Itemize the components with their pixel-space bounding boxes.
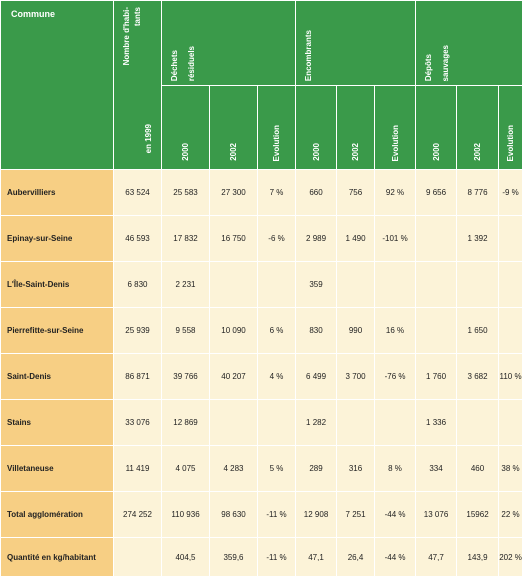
depots-evolution-cell: 202 %	[499, 538, 522, 577]
depots-evolution-cell: 110 %	[499, 354, 522, 400]
population-header-line2: tants	[133, 7, 142, 27]
dechets-2002-cell	[210, 400, 258, 446]
dechets-group-header	[162, 1, 296, 86]
population-1999-cell: 46 593	[114, 216, 162, 262]
dechets-evolution-cell: -11 %	[258, 538, 296, 577]
depots-2002-cell: 8 776	[457, 170, 499, 216]
depots-2002-cell: 1 392	[457, 216, 499, 262]
population-1999-cell: 63 524	[114, 170, 162, 216]
table-row	[1, 170, 522, 216]
depots-evolution-cell	[499, 308, 522, 354]
dechets-evolution-cell	[258, 400, 296, 446]
encombrants-2000-cell: 660	[296, 170, 337, 216]
dechets-2002-cell	[210, 262, 258, 308]
table-row	[1, 308, 522, 354]
dechets-evolution-cell: -6 %	[258, 216, 296, 262]
depots-group-header	[416, 1, 522, 86]
dechets-2000-cell: 4 075	[162, 446, 210, 492]
encombrants-2002-cell: 26,4	[337, 538, 375, 577]
dechets-evolution-header: Evolution	[258, 86, 296, 170]
encombrants-evolution-cell: -44 %	[375, 538, 416, 577]
dechets-evolution-cell: -11 %	[258, 492, 296, 538]
dechets-2002-cell: 40 207	[210, 354, 258, 400]
dechets-evolution-cell: 5 %	[258, 446, 296, 492]
dechets-2000-cell: 2 231	[162, 262, 210, 308]
commune-name: Aubervilliers	[1, 170, 114, 216]
encombrants-2000-cell: 289	[296, 446, 337, 492]
depots-label-line1: Dépôts	[424, 53, 434, 81]
encombrants-evolution-header: Evolution	[375, 86, 416, 170]
encombrants-evolution-cell	[375, 400, 416, 446]
encombrants-2002-cell: 990	[337, 308, 375, 354]
depots-2002-cell: 15962	[457, 492, 499, 538]
population-header	[114, 1, 162, 170]
encombrants-2000-header: 2000	[296, 86, 337, 170]
encombrants-evolution-cell: -44 %	[375, 492, 416, 538]
encombrants-2002-cell: 316	[337, 446, 375, 492]
encombrants-evolution-cell: -76 %	[375, 354, 416, 400]
encombrants-evolution-cell: -101 %	[375, 216, 416, 262]
dechets-2000-cell: 25 583	[162, 170, 210, 216]
dechets-2002-cell: 98 630	[210, 492, 258, 538]
encombrants-2000-cell: 47,1	[296, 538, 337, 577]
commune-name: Epinay-sur-Seine	[1, 216, 114, 262]
commune-name: Stains	[1, 400, 114, 446]
dechets-evolution-cell	[258, 262, 296, 308]
encombrants-2002-cell	[337, 262, 375, 308]
encombrants-2000-cell: 1 282	[296, 400, 337, 446]
population-1999-cell: 6 830	[114, 262, 162, 308]
depots-evolution-header: Evolution	[499, 86, 522, 170]
encombrants-evolution-cell: 8 %	[375, 446, 416, 492]
encombrants-2002-cell: 7 251	[337, 492, 375, 538]
commune-name: L'Île-Saint-Denis	[1, 262, 114, 308]
depots-2000-cell: 1 336	[416, 400, 457, 446]
depots-evolution-cell	[499, 262, 522, 308]
depots-2000-cell: 47,7	[416, 538, 457, 577]
depots-2000-cell	[416, 308, 457, 354]
table-row	[1, 492, 522, 538]
depots-2002-cell	[457, 262, 499, 308]
depots-2000-header: 2000	[416, 86, 457, 170]
encombrants-2002-cell: 3 700	[337, 354, 375, 400]
encombrants-evolution-cell: 16 %	[375, 308, 416, 354]
commune-name: Total agglomération	[1, 492, 114, 538]
depots-2002-cell: 143,9	[457, 538, 499, 577]
population-1999-cell: 11 419	[114, 446, 162, 492]
dechets-2000-cell: 9 558	[162, 308, 210, 354]
depots-2002-cell: 1 650	[457, 308, 499, 354]
encombrants-label: Encombrants	[304, 29, 314, 81]
commune-name: Quantité en kg/habitant	[1, 538, 114, 577]
depots-evolution-cell: 22 %	[499, 492, 522, 538]
table-row	[1, 216, 522, 262]
depots-2002-cell: 3 682	[457, 354, 499, 400]
depots-2000-cell	[416, 262, 457, 308]
dechets-2002-cell: 4 283	[210, 446, 258, 492]
dechets-evolution-cell: 4 %	[258, 354, 296, 400]
depots-2002-cell	[457, 400, 499, 446]
dechets-label-line1: Déchets	[170, 49, 179, 81]
dechets-evolution-cell: 7 %	[258, 170, 296, 216]
table-row	[1, 446, 522, 492]
population-year: en 1999	[144, 123, 153, 153]
encombrants-2002-cell: 756	[337, 170, 375, 216]
dechets-label-line2: résiduels	[187, 45, 196, 81]
depots-2000-cell	[416, 216, 457, 262]
depots-2002-cell: 460	[457, 446, 499, 492]
depots-2000-cell: 9 656	[416, 170, 457, 216]
dechets-2002-cell: 27 300	[210, 170, 258, 216]
depots-2000-cell: 334	[416, 446, 457, 492]
depots-evolution-cell: -9 %	[499, 170, 522, 216]
commune-name: Saint-Denis	[1, 354, 114, 400]
depots-evolution-cell	[499, 216, 522, 262]
dechets-2000-cell: 110 936	[162, 492, 210, 538]
encombrants-group-header	[296, 1, 416, 86]
encombrants-2002-cell	[337, 400, 375, 446]
depots-label-line2: sauvages	[441, 44, 451, 81]
table-row	[1, 538, 522, 577]
dechets-2002-cell: 359,6	[210, 538, 258, 577]
commune-name: Pierrefitte-sur-Seine	[1, 308, 114, 354]
table-row	[1, 354, 522, 400]
encombrants-evolution-cell	[375, 262, 416, 308]
encombrants-2000-cell: 2 989	[296, 216, 337, 262]
depots-2000-cell: 1 760	[416, 354, 457, 400]
population-1999-cell: 274 252	[114, 492, 162, 538]
dechets-evolution-cell: 6 %	[258, 308, 296, 354]
population-1999-cell: 86 871	[114, 354, 162, 400]
dechets-2000-cell: 39 766	[162, 354, 210, 400]
depots-evolution-cell: 38 %	[499, 446, 522, 492]
commune-header: Commune	[1, 1, 114, 170]
encombrants-2000-cell: 359	[296, 262, 337, 308]
dechets-2000-cell: 404,5	[162, 538, 210, 577]
dechets-2000-cell: 17 832	[162, 216, 210, 262]
dechets-2000-header: 2000	[162, 86, 210, 170]
commune-name: Villetaneuse	[1, 446, 114, 492]
population-1999-cell: 33 076	[114, 400, 162, 446]
population-1999-cell	[114, 538, 162, 577]
table-row	[1, 262, 522, 308]
table-row	[1, 400, 522, 446]
encombrants-2000-cell: 830	[296, 308, 337, 354]
population-header-line1: Nombre d'habi-	[122, 7, 131, 66]
depots-2002-header: 2002	[457, 86, 499, 170]
encombrants-2000-cell: 12 908	[296, 492, 337, 538]
dechets-2002-cell: 10 090	[210, 308, 258, 354]
dechets-2000-cell: 12 869	[162, 400, 210, 446]
encombrants-2002-cell: 1 490	[337, 216, 375, 262]
encombrants-2000-cell: 6 499	[296, 354, 337, 400]
encombrants-2002-header: 2002	[337, 86, 375, 170]
dechets-2002-header: 2002	[210, 86, 258, 170]
dechets-2002-cell: 16 750	[210, 216, 258, 262]
depots-evolution-cell	[499, 400, 522, 446]
encombrants-evolution-cell: 92 %	[375, 170, 416, 216]
depots-2000-cell: 13 076	[416, 492, 457, 538]
population-1999-cell: 25 939	[114, 308, 162, 354]
